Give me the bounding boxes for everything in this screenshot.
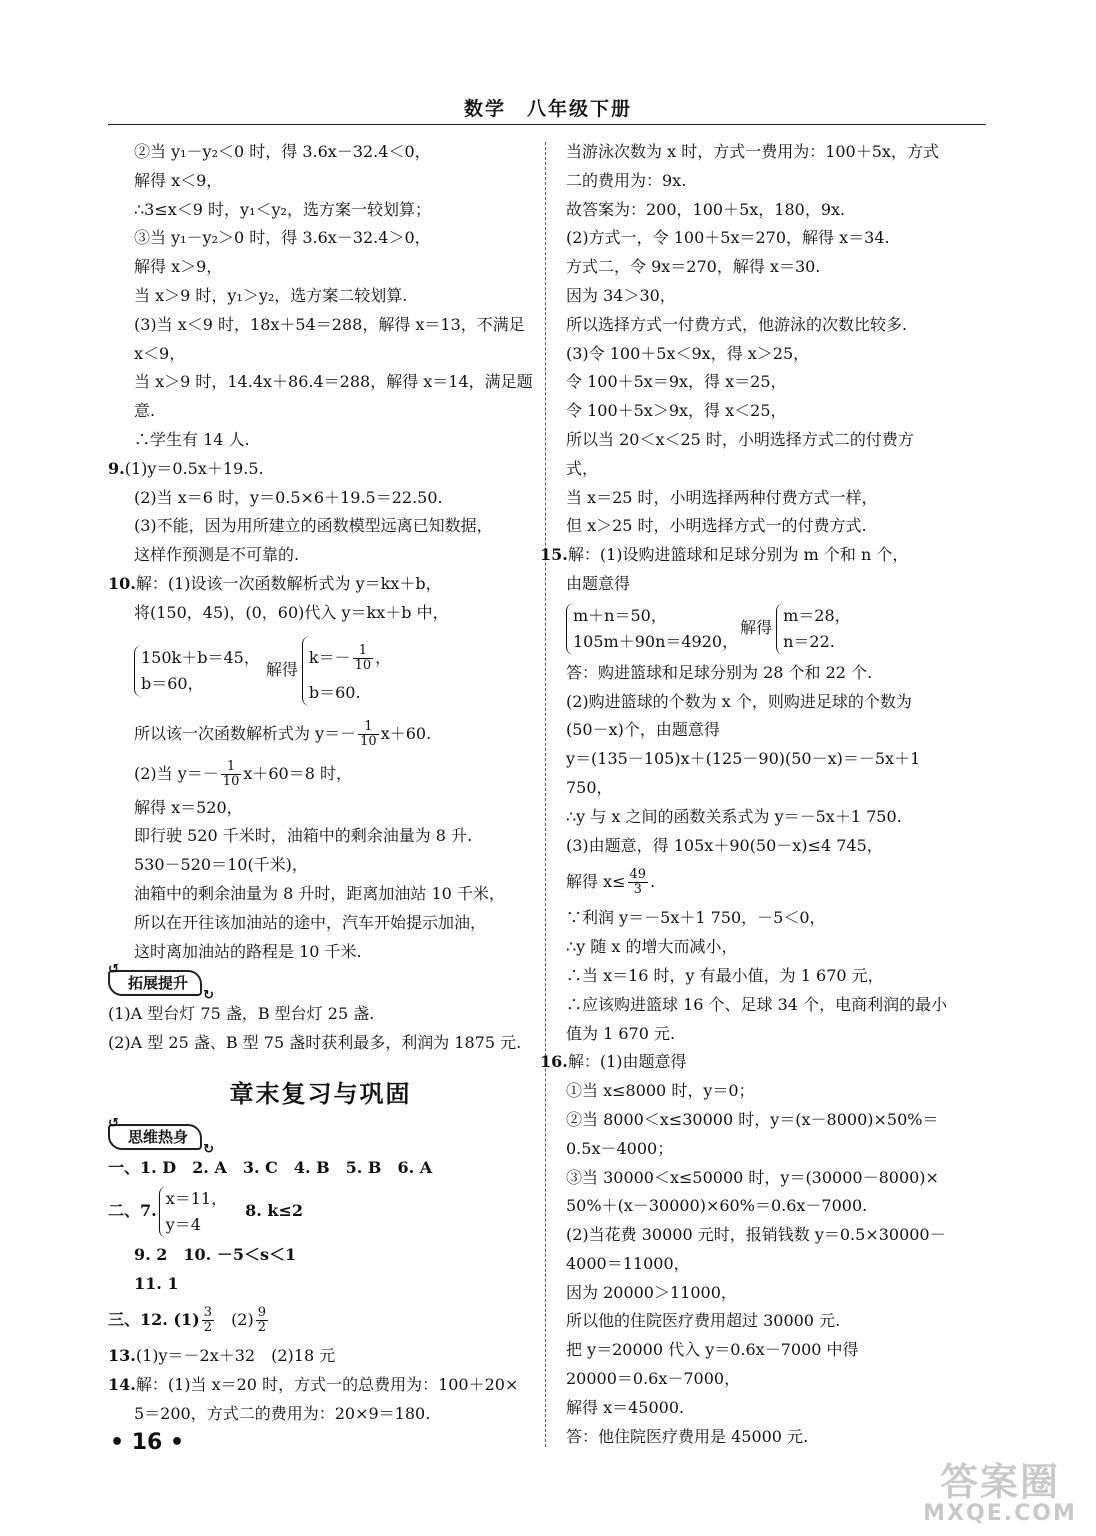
answer-line: ∴应该购进篮球 16 个、足球 34 个，电商利润的最小 [566, 994, 948, 1014]
answer-line: 50%＋(x－30000)×60%＝0.6x－7000. [566, 1196, 868, 1216]
answer-line: ∵利润 y＝－5x＋1 750，－5＜0， [566, 908, 826, 928]
answer-line: 所以他的住院医疗费用超过 30000 元. [566, 1311, 841, 1331]
answer-line: 但 x＞25 时，小明选择方式一的付费方式. [566, 516, 867, 536]
answer-line: 0.5x－4000； [566, 1138, 674, 1158]
fraction: $\frac{1}{10}$ [222, 758, 240, 789]
answer-line: 令 100＋5x＞9x，得 x＜25， [566, 401, 787, 421]
page-number: • 16 • [110, 1430, 185, 1455]
answer-line: 式， [566, 458, 599, 478]
answer-line: 解得 x＜9， [134, 170, 223, 190]
fraction: $\frac{49}{3}$ [629, 867, 647, 898]
answer-line: ③当 30000＜x≤50000 时，y＝(30000－8000)× [566, 1167, 939, 1187]
curl-arrow-icon: ↺ [108, 1115, 119, 1131]
answer-line: 4000＝11000， [566, 1253, 690, 1273]
answer-line: ∴y 与 x 之间的函数关系式为 y＝－5x＋1 750. [566, 806, 902, 826]
answer-line: (2)当花费 30000 元时，报销钱数 y＝0.5×30000－ [566, 1225, 946, 1245]
answer-line: ∴3≤x＜9 时，y₁＜y₂，选方案一较划算； [134, 199, 431, 219]
question-14: 14.解：(1)当 x＝20 时，方式一的总费用为：100＋20× [108, 1375, 519, 1395]
answer-line: 530－520＝10(千米)， [134, 855, 308, 875]
answer-line: 当 x＞9 时，y₁＞y₂，选方案二较划算. [134, 285, 408, 305]
page-header: 数学 八年级下册 [463, 98, 632, 120]
question-number: 9. [108, 458, 125, 478]
answer-line: 即行驶 520 千米时，油箱中的剩余油量为 8 升. [134, 826, 473, 846]
answer-line: 所以当 20＜x＜25 时，小明选择方式二的付费方 [566, 429, 914, 449]
equation-solution: m＝28， n＝22. [776, 603, 851, 655]
fill-blank-answers: 9. 2 10. －5＜s＜1 [134, 1244, 297, 1264]
answer-line: (50－x)个，由题意得 [566, 720, 720, 740]
answer-line: 解得 x＞9， [134, 257, 223, 277]
section-badge: ↺ 拓展提升 ↻ [108, 962, 215, 1004]
answer-line: ∴当 x＝16 时，y 有最小值，为 1 670 元， [566, 965, 884, 985]
section-badge-row [108, 1115, 533, 1157]
answer-line: (2)当 x＝6 时，y＝0.5×6＋19.5＝22.50. [134, 487, 443, 507]
calc-answers: 三、12. (1) $\frac{3}{2}$ (2) $\frac{9}{2}$ [108, 1305, 267, 1336]
answer-line: (2)当 y＝－ $\frac{1}{10}$ x＋60＝8 时， [134, 758, 352, 789]
equation-system: 150k＋b＝45， b＝60， [134, 645, 260, 697]
answer-line: 二的费用为：9x. [566, 170, 687, 190]
answer-line: 所以该一次函数解析式为 y＝－ $\frac{1}{10}$ x＋60. [134, 718, 432, 749]
answer-line: 故答案为：200，100＋5x，180，9x. [566, 199, 846, 219]
answer-line: 当游泳次数为 x 时，方式一费用为：100＋5x，方式 [566, 142, 939, 161]
question-9 [108, 455, 533, 484]
section-badge: ↺ 思维热身 ↻ [108, 1115, 215, 1157]
answer-line: 所以选择方式一付费方式，他游泳的次数比较多. [566, 314, 908, 334]
answer-line: (3)令 100＋5x＜9x，得 x＞25， [566, 343, 810, 363]
answer-text: 解：(1)设该一次函数解析式为 y＝kx＋b， [135, 573, 442, 593]
answer-line: 这样作预测是不可靠的. [134, 545, 300, 565]
answer-line: 由题意得 [566, 573, 631, 593]
equation-system: m＋n＝50， 105m＋90n＝4920， [566, 603, 738, 655]
fraction: $\frac{1}{10}$ [354, 642, 372, 673]
answer-line: (2)购进篮球的个数为 x 个，则购进足球的个数为 [566, 691, 912, 711]
answer-line: 方式二，令 9x＝270，解得 x＝30. [566, 257, 821, 277]
answer-line: ∴学生有 14 人. [134, 429, 250, 449]
question-15: 15.解：(1)设购进篮球和足球分别为 m 个和 n 个， [540, 545, 909, 565]
equation-system-block: 150k＋b＝45， b＝60， 解得 k＝－ $\frac{1}{10}$ ， b＝60. [108, 628, 533, 714]
column-divider [545, 142, 546, 1447]
answer-line: x＜9， [134, 343, 186, 363]
answer-line: 令 100＋5x＝9x，得 x＝25， [566, 372, 787, 392]
answer-line: 750， [566, 777, 613, 797]
question-number: 10. [108, 573, 136, 593]
fraction: $\frac{9}{2}$ [257, 1305, 267, 1336]
answer-line: 20000＝0.6x－7000， [566, 1369, 741, 1389]
answer-line: ②当 y₁－y₂＜0 时，得 3.6x－32.4＜0， [134, 142, 431, 161]
curl-arrow-icon: ↻ [203, 988, 215, 1004]
answer-line: 解得 x≤ $\frac{49}{3}$ . [566, 867, 656, 898]
right-column [540, 138, 986, 1451]
answer-line: 因为 20000＞11000， [566, 1282, 737, 1302]
answer-line: 答：购进篮球和足球分别为 28 个和 22 个. [566, 662, 873, 682]
answer-line: (2)方式一，令 100＋5x＝270，解得 x＝34. [566, 228, 890, 248]
curl-arrow-icon: ↺ [108, 962, 119, 978]
fraction: $\frac{1}{10}$ [360, 718, 377, 749]
answer-line: ①当 x≤8000 时，y＝0； [566, 1081, 755, 1101]
answer-line: 把 y＝20000 代入 y＝0.6x－7000 中得 [566, 1340, 859, 1360]
curl-arrow-icon: ↻ [203, 1141, 215, 1157]
answer-line: 当 x＞9 时，14.4x＋86.4＝288，解得 x＝14，满足题 [134, 372, 533, 392]
section-badge-row [108, 962, 533, 1004]
watermark-logo: 答案圈 MXQE.COM [923, 1460, 1077, 1526]
answer-line: ∴y 随 x 的增大而减小， [566, 937, 738, 957]
question-13: 13.(1)y＝－2x＋32 (2)18 元 [108, 1346, 336, 1366]
answer-line: 5＝200，方式二的费用为：20×9＝180. [134, 1403, 431, 1423]
question-16: 16.解：(1)由题意得 [540, 1052, 687, 1072]
answer-line: 意. [134, 401, 156, 421]
answer-line: (3)不能，因为用所建立的函数模型远离已知数据， [134, 516, 493, 536]
answer-line: 因为 34＞30， [566, 285, 676, 305]
left-column [108, 138, 533, 1429]
answer-line: ③当 y₁－y₂＞0 时，得 3.6x－32.4＞0， [134, 228, 431, 248]
answer-line: 答：他住院医疗费用是 45000 元. [566, 1426, 809, 1446]
equation-system-block: m＋n＝50， 105m＋90n＝4920， 解得 m＝28， n＝22. [566, 599, 986, 659]
answer-line: 将(150，45)，(0，60)代入 y＝kx＋b 中， [134, 602, 449, 622]
answer-line: (3)由题意，得 105x＋90(50－x)≤4 745， [566, 835, 883, 855]
answer-text: (1)y＝0.5x＋19.5. [124, 458, 264, 478]
answer-line: 当 x＝25 时，小明选择两种付费方式一样， [566, 487, 878, 507]
answer-line: (1)A 型台灯 75 盏，B 型台灯 25 盏. [108, 1004, 375, 1024]
header-rule [108, 124, 986, 125]
answer-line: ②当 8000＜x≤30000 时，y＝(x－8000)×50%＝ [566, 1109, 939, 1129]
answer-line: 解得 x＝45000. [566, 1397, 685, 1417]
fill-blank-answers: 11. 1 [134, 1273, 179, 1293]
answer-line: 所以在开往该加油站的途中，汽车开始提示加油， [134, 912, 487, 932]
multiple-choice-answers: 一、1. D 2. A 3. C 4. B 5. B 6. A [108, 1157, 433, 1177]
answer-line: (2)A 型 25 盏、B 型 75 盏时获利最多，利润为 1875 元. [108, 1033, 522, 1053]
fill-blank-answers: 二、7. x＝11， y＝4 8. k≤2 [108, 1183, 533, 1241]
answer-line: 解得 x＝520， [134, 797, 243, 817]
question-10 [108, 570, 533, 599]
fraction: $\frac{3}{2}$ [203, 1305, 212, 1336]
answer-line: 值为 1 670 元. [566, 1023, 676, 1043]
answer-line: y＝(135－105)x＋(125－90)(50－x)＝－5x＋1 [566, 749, 921, 769]
answer-line: (3)当 x＜9 时，18x＋54＝288，解得 x＝13，不满足 [134, 314, 525, 334]
answer-line: 油箱中的剩余油量为 8 升时，距离加油站 10 千米， [134, 883, 505, 903]
chapter-review-title: 章末复习与巩固 [229, 1079, 412, 1108]
equation-system: x＝11， y＝4 [159, 1186, 227, 1238]
equation-solution: k＝－ $\frac{1}{10}$ ， b＝60. [302, 636, 391, 706]
answer-line: 这时离加油站的路程是 10 千米. [134, 941, 362, 961]
